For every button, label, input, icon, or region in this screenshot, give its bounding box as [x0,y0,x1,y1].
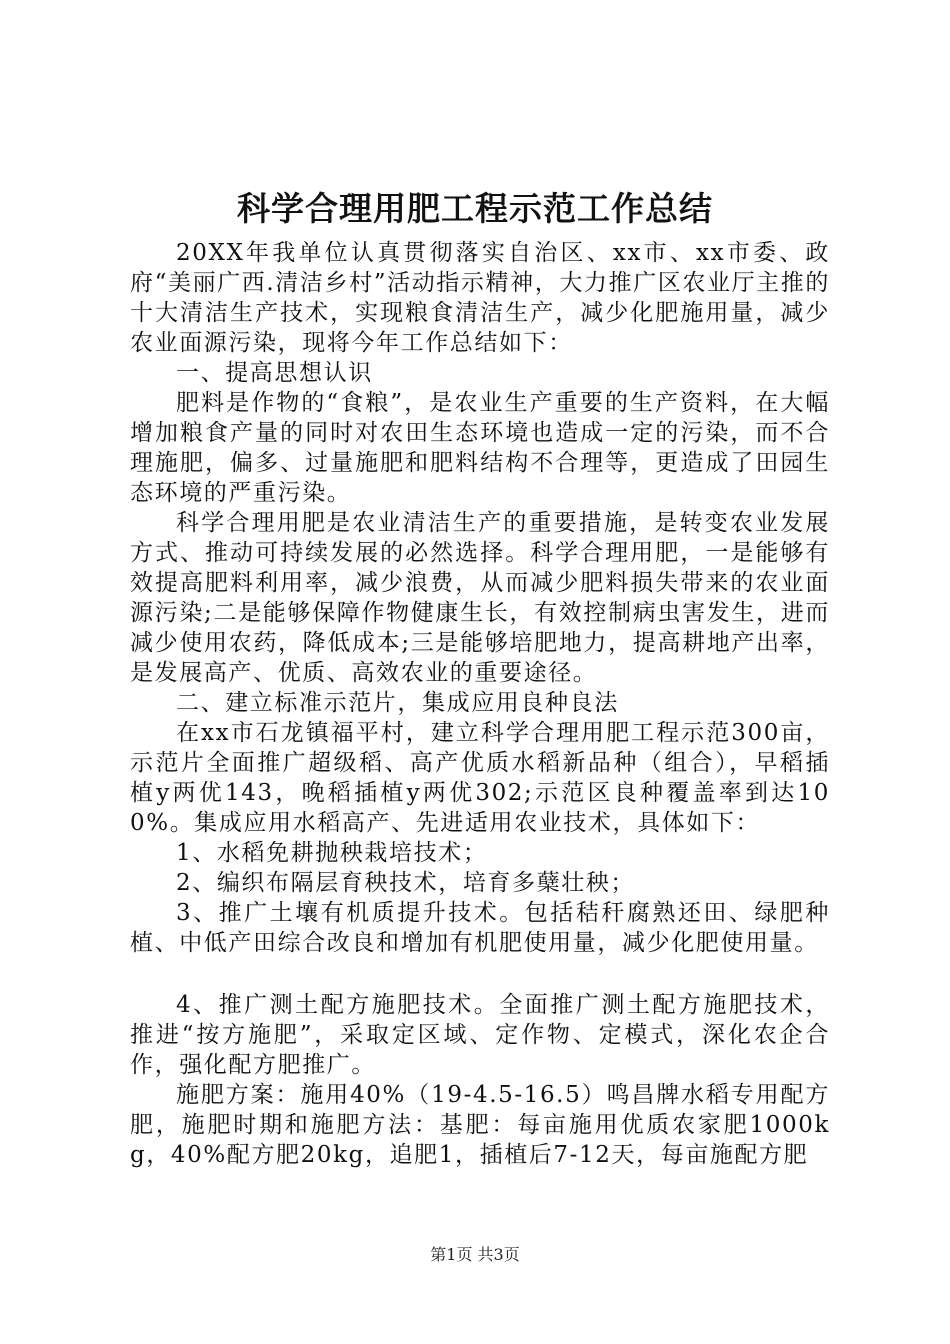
document-body [130,238,830,1170]
section-heading-1: 一、提高思想认识 [176,360,373,386]
list-item-2: 2、编织布隔层育秧技术，培育多蘖壮秧； [176,870,636,896]
paragraph-scientific-fertilization: 科学合理用肥是农业清洁生产的重要措施，是转变农业发展方式、推动可持续发展的必然选择。科学合理用肥，一是能够有效提高肥料利用率，减少浪费，从而减少肥料损失带来的农业面源污染;二是能够保障作物健康生长，有效控制病虫害发生，进而减少使用农药，降低成本;三是能够培肥地力，提高耕地产出率，是发展高产、优质、高效农业的重要途径。 [130,510,830,686]
list-item-4: 4、推广测土配方施肥技术。全面推广测土配方施肥技术，推进“按方施肥”，采取定区域、定作物、定模式，深化农企合作，强化配方肥推广。 [130,992,830,1078]
paragraph-fertilizer-importance: 肥料是作物的“食粮”，是农业生产重要的生产资料，在大幅增加粮食产量的同时对农田生态环境也造成一定的污染，而不合理施肥，偏多、过量施肥和肥料结构不合理等，更造成了田园生态环境的严重污染。 [130,390,830,506]
paragraph-fertilization-plan: 施肥方案：施用40%（19-4.5-16.5）鸣昌牌水稻专用配方肥，施肥时期和施肥方法：基肥：每亩施用优质农家肥1000kg，40%配方肥20kg，追肥1，插植后7-12天，每亩施配方肥 [130,1082,830,1168]
list-item-3: 3、推广土壤有机质提升技术。包括秸秆腐熟还田、绿肥种植、中低产田综合改良和增加有机肥使用量，减少化肥使用量。 [130,900,830,956]
page-title: 科学合理用肥工程示范工作总结 [237,189,713,228]
list-item-1: 1、水稻免耕抛秧栽培技术； [176,840,488,866]
section-heading-2: 二、建立标准示范片，集成应用良种良法 [176,690,619,716]
paragraph-demonstration-area: 在xx市石龙镇福平村，建立科学合理用肥工程示范300亩，示范片全面推广超级稻、高产优质水稻新品种（组合），早稻插植y两优143，晚稻插植y两优302;示范区良种覆盖率到达100%。集成应用水稻高产、先进适用农业技术，具体如下： [130,720,830,836]
page-footer: 第1页 共3页 [430,1245,520,1264]
paragraph-spacer [130,958,830,990]
intro-paragraph: 20XX年我单位认真贯彻落实自治区、xx市、xx市委、政府“美丽广西.清洁乡村”活动指示精神，大力推广区农业厅主推的十大清洁生产技术，实现粮食清洁生产，减少化肥施用量，减少农业面源污染，现将今年工作总结如下： [130,240,830,356]
